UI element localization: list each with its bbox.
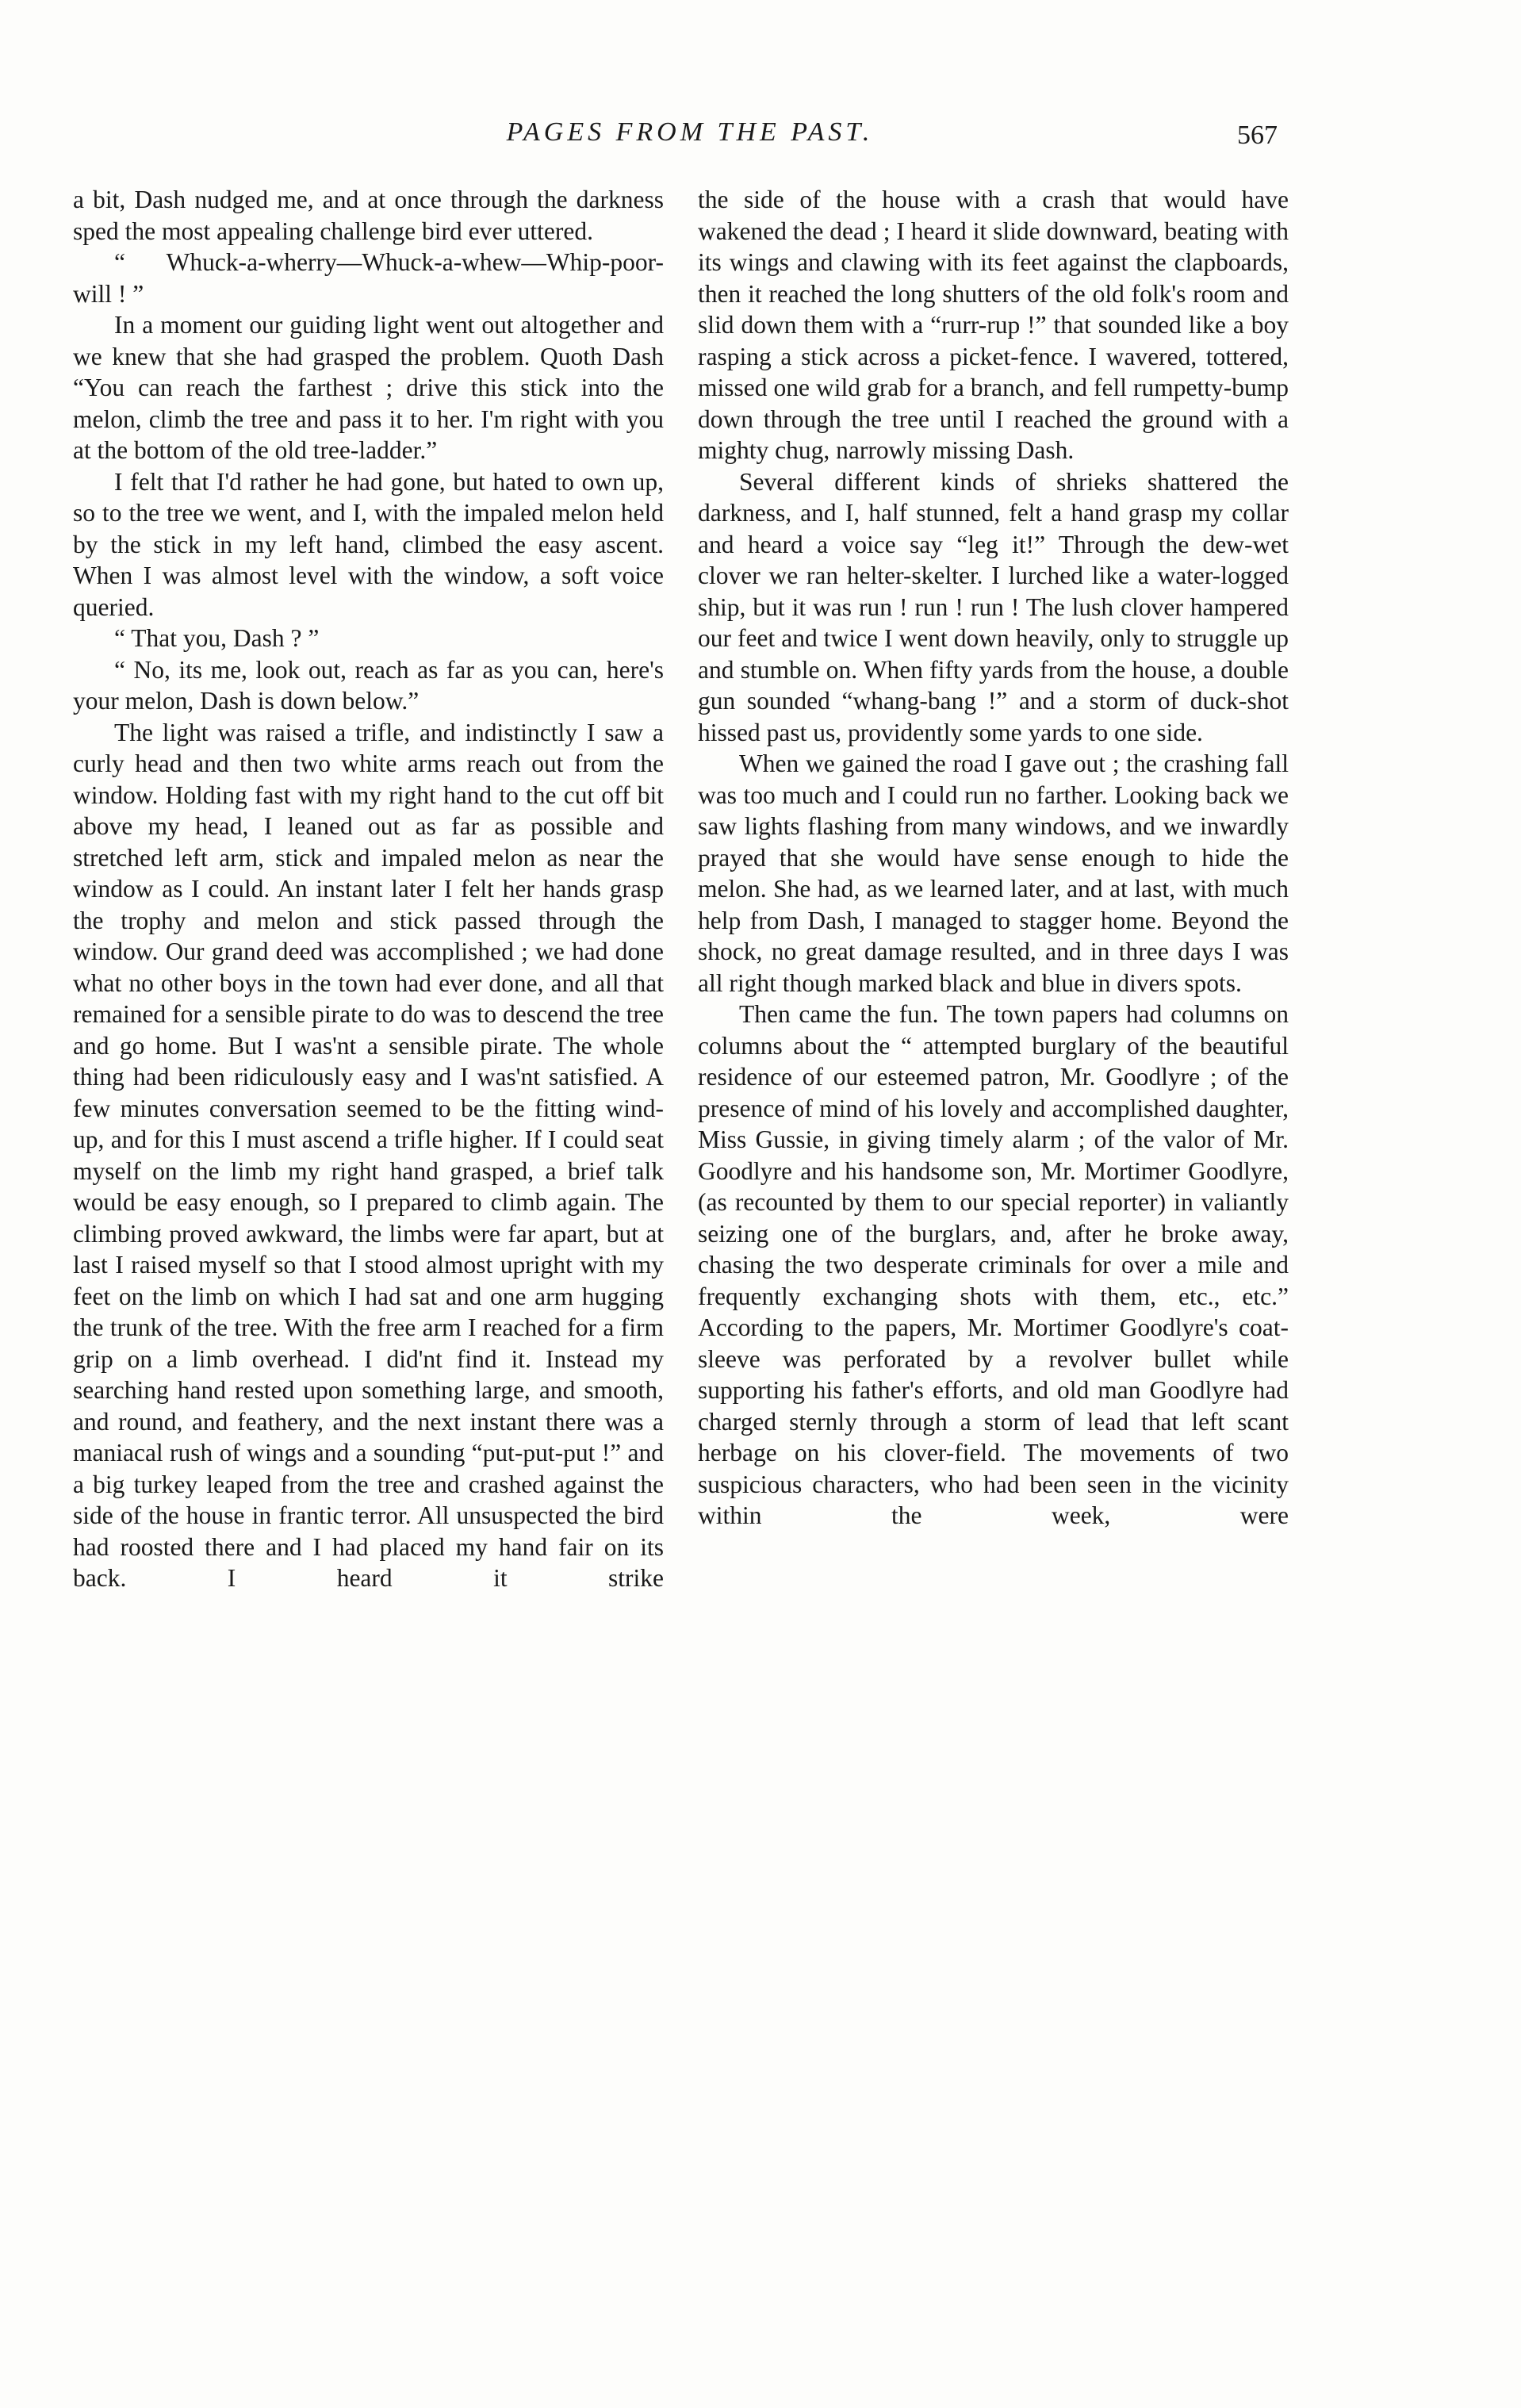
paragraph: In a moment our guiding light went out altogether and we knew that she had grasped the problem. Quoth Dash “You can reach the farthest ; drive this stick into the melon, climb the tree and pass it to her. I'm right with you at the bottom of the old tree-ladder.” <box>73 311 664 464</box>
paragraph: a bit, Dash nudged me, and at once through the darkness sped the most appealing challenge bird ever uttered. <box>73 186 664 245</box>
left-column <box>73 184 664 1594</box>
paragraph: “ That you, Dash ? ” <box>114 624 320 652</box>
paragraph: Several different kinds of shrieks shattered the darkness, and I, half stunned, felt a hand grasp my collar and heard a voice say “leg it!” Through the dew-wet clover we ran helter-skelter. I lurched like a water-logged ship, but it was run ! run ! run ! The lush clover hampered our feet and twice I went down heavily, only to struggle up and stumble on. When fifty yards from the house, a double gun sounded “whang-bang !” and a storm of duck-shot hissed past us, providently some yards to one side. <box>698 467 1289 746</box>
paragraph: The light was raised a trifle, and indistinctly I saw a curly head and then two white arms reach out from the window. Holding fast with my right hand to the cut off bit above my head, I leaned out as far as possible and stretched left arm, stick and impaled melon as near the window as I could. An instant later I felt her hands grasp the trophy and melon and stick passed through the window. Our grand deed was accomplished ; we had done what no other boys in the town had ever done, and all that remained for a sensible pirate to do was to descend the tree and go home. But I was'nt a sensible pirate. The whole thing had been ridiculously easy and I was'nt satisfied. A few minutes conversation seemed to be the fitting wind-up, and for this I must ascend a trifle higher. If I could seat myself on the limb my right hand grasped, a brief talk would be easy enough, so I prepared to climb again. The climbing proved awkward, the limbs were far apart, but at last I raised myself so that I stood almost upright with my feet on the limb on which I had sat and one arm hugging the trunk of the tree. With the free arm I reached for a firm grip on a limb overhead. I did'nt find it. Instead my searching hand rested upon something large, and smooth, and round, and feathery, and the next instant there was a maniacal rush of wings and a sounding “put-put-put !” and a big turkey leaped from the tree and crashed against the side of the house in frantic terror. All unsuspected the bird had roosted there and I had placed my hand fair on its back. I heard it strike <box>73 718 664 1592</box>
paragraph: “ No, its me, look out, reach as far as you can, here's your melon, Dash is down below.” <box>73 655 664 715</box>
right-column <box>698 184 1289 1532</box>
running-title: PAGES FROM THE PAST. <box>506 117 874 147</box>
page-number: 567 <box>1237 121 1278 150</box>
paragraph: I felt that I'd rather he had gone, but hated to own up, so to the tree we went, and I, with the impaled melon held by the stick in my left hand, climbed the easy ascent. When I was almost level with the window, a soft voice queried. <box>73 467 664 621</box>
paragraph: “ Whuck-a-wherry—Whuck-a-whew—Whip-poor-will ! ” <box>73 248 664 308</box>
paragraph: the side of the house with a crash that would have wakened the dead ; I heard it slide downward, beating with its wings and clawing with its feet against the clapboards, then it reached the long shutters of the old folk's room and slid down them with a “rurr-rup !” that sounded like a boy rasping a stick across a picket-fence. I wavered, tottered, missed one wild grab for a branch, and fell rumpetty-bump down through the tree until I reached the ground with a mighty chug, narrowly missing Dash. <box>698 186 1289 464</box>
paragraph: Then came the fun. The town papers had columns on columns about the “ attempted burglary of the beautiful residence of our esteemed patron, Mr. Goodlyre ; of the presence of mind of his lovely and accomplished daughter, Miss Gussie, in giving timely alarm ; of the valor of Mr. Goodlyre and his handsome son, Mr. Mortimer Goodlyre, (as recounted by them to our special reporter) in valiantly seizing one of the burglars, and, after he broke away, chasing the two desperate criminals for over a mile and frequently exchanging shots with them, etc., etc.” According to the papers, Mr. Mortimer Goodlyre's coat-sleeve was perforated by a revolver bullet while supporting his father's efforts, and old man Goodlyre had charged sternly through a storm of lead that left scant herbage on his clover-field. The movements of two suspicious characters, who had been seen in the vicinity within the week, were <box>698 1000 1289 1529</box>
paragraph: When we gained the road I gave out ; the crashing fall was too much and I could run no farther. Looking back we saw lights flashing from many windows, and we inwardly prayed that she would have sense enough to hide the melon. She had, as we learned later, and at last, with much help from Dash, I managed to stagger home. Beyond the shock, no great damage resulted, and in three days I was all right though marked black and blue in divers spots. <box>698 750 1289 997</box>
page-header <box>0 117 1521 181</box>
